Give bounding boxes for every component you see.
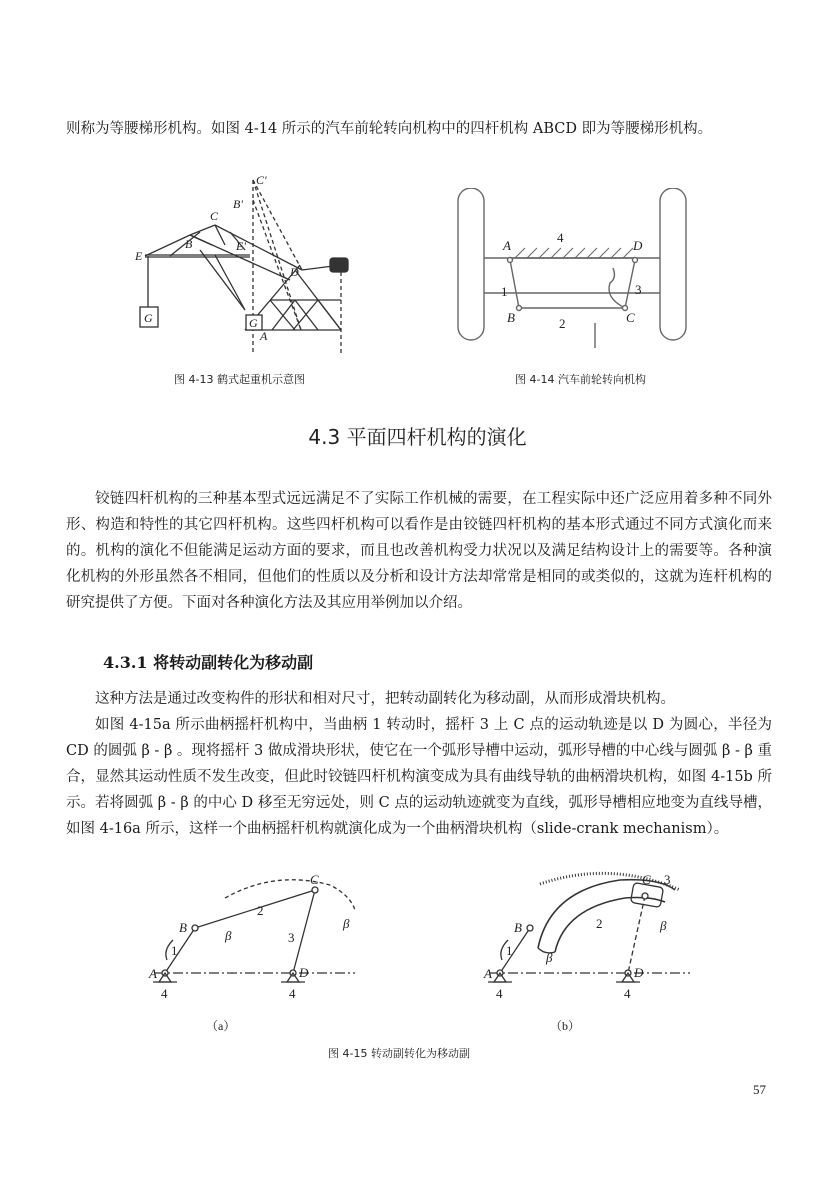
fig13-label: G xyxy=(144,311,153,325)
fig15b-label: 4 xyxy=(496,986,503,1001)
fig15a-label: B xyxy=(179,920,187,935)
fig15b-label: β xyxy=(660,918,667,933)
fig15a-label: β xyxy=(225,928,232,943)
body-paragraph: 这种方法是通过改变构件的形状和相对尺寸，把转动副转化为移动副，从而形成滑块机构。 xyxy=(95,691,675,707)
fig15a-label: A xyxy=(149,966,157,981)
fig15b-label: A xyxy=(484,966,492,981)
fig15a-label: 4 xyxy=(289,986,296,1001)
fig15b-label: B xyxy=(514,920,522,935)
fig14-label: B xyxy=(507,310,515,325)
fig14-label: 2 xyxy=(559,316,566,331)
body-paragraph: 如图 4-15a 所示曲柄摇杆机构中，当曲柄 1 转动时，摇杆 3 上 C 点的运动轨迹是以 D 为圆心，半径为 CD 的圆弧 β - β 。现将摇杆 3 做成滑块形状，使它在一个弧形导槽中运动，弧形导槽的中心线与圆弧 β - β 重合，显然其运动性质不发生改变，但此时铰链四杆机构演变成为具有曲线导轨的曲柄滑块机构，如图 4-15b 所示。若将圆弧 β - β 的中心 D 移至无穷远处，则 C 点的运动轨迹就变为直线，弧形导槽相应地变为直线导槽，如图 4-16a 所示，这样一个曲柄摇杆机构就演化成为一个曲柄滑块机构（slide-crank mechanism）。 xyxy=(66,717,772,837)
fig15a-label: 4 xyxy=(161,986,168,1001)
fig14-label: 4 xyxy=(557,230,564,245)
fig13-label: C xyxy=(210,209,219,223)
figure-4-14-steering-diagram xyxy=(455,188,690,358)
fig13-label: G xyxy=(249,316,258,330)
subfigure-b-label: （b） xyxy=(550,1019,581,1033)
figure-4-15b-curved-slider xyxy=(480,870,700,1010)
fig14-label: A xyxy=(503,238,511,253)
fig14-label: 3 xyxy=(635,282,642,297)
fig15b-label: 1 xyxy=(506,943,513,958)
fig15b-label: C xyxy=(642,872,651,887)
subsection-heading: 4.3.1 将转动副转化为移动副 xyxy=(103,653,314,672)
fig14-label: C xyxy=(626,310,635,325)
fig15b-label: 3 xyxy=(664,872,671,887)
section-heading: 4.3 平面四杆机构的演化 xyxy=(308,425,527,449)
subfigure-a-label: （a） xyxy=(206,1019,236,1033)
fig15a-label: 2 xyxy=(257,903,264,918)
fig13-label: A xyxy=(260,329,268,343)
fig15a-label: 3 xyxy=(288,930,295,945)
fig15a-label: D xyxy=(299,965,309,980)
fig13-label: E' xyxy=(236,239,246,253)
figure-4-15a-crank-rocker xyxy=(145,870,365,1010)
figure-4-14-caption: 图 4-14 汽车前轮转向机构 xyxy=(515,373,646,386)
fig14-label: D xyxy=(633,238,643,253)
fig15a-label: β xyxy=(343,916,350,931)
fig15a-label: C xyxy=(310,872,319,887)
fig13-label: D xyxy=(290,265,299,279)
fig15b-label: 4 xyxy=(624,986,631,1001)
figure-4-13-crane-diagram xyxy=(130,170,360,360)
intro-paragraph: 则称为等腰梯形机构。如图 4-14 所示的汽车前轮转向机构中的四杆机构 ABCD 即为等腰梯形机构。 xyxy=(66,121,713,137)
fig15b-label: 2 xyxy=(596,916,603,931)
page-number: 57 xyxy=(753,1082,766,1097)
figure-4-13-caption: 图 4-13 鹤式起重机示意图 xyxy=(174,373,305,386)
fig13-label: B' xyxy=(233,197,243,211)
fig13-label: B xyxy=(185,237,193,251)
body-paragraph: 铰链四杆机构的三种基本型式远远满足不了实际工作机械的需要，在工程实际中还广泛应用着多种不同外形、构造和特性的其它四杆机构。这些四杆机构可以看作是由铰链四杆机构的基本形式通过不同方式演化而来的。机构的演化不但能满足运动方面的要求，而且也改善机构受力状况以及满足结构设计上的需要等。各种演化机构的外形虽然各不相同，但他们的性质以及分析和设计方法却常常是相同的或类似的，这就为连杆机构的研究提供了方便。下面对各种演化方法及其应用举例加以介绍。 xyxy=(66,491,772,611)
fig13-label: E xyxy=(135,249,143,263)
fig15b-label: β xyxy=(546,950,553,965)
fig13-label: C' xyxy=(256,173,267,187)
figure-4-15-caption: 图 4-15 转动副转化为移动副 xyxy=(328,1047,470,1060)
fig15b-label: D xyxy=(634,965,644,980)
fig15a-label: 1 xyxy=(171,943,178,958)
fig14-label: 1 xyxy=(501,284,508,299)
